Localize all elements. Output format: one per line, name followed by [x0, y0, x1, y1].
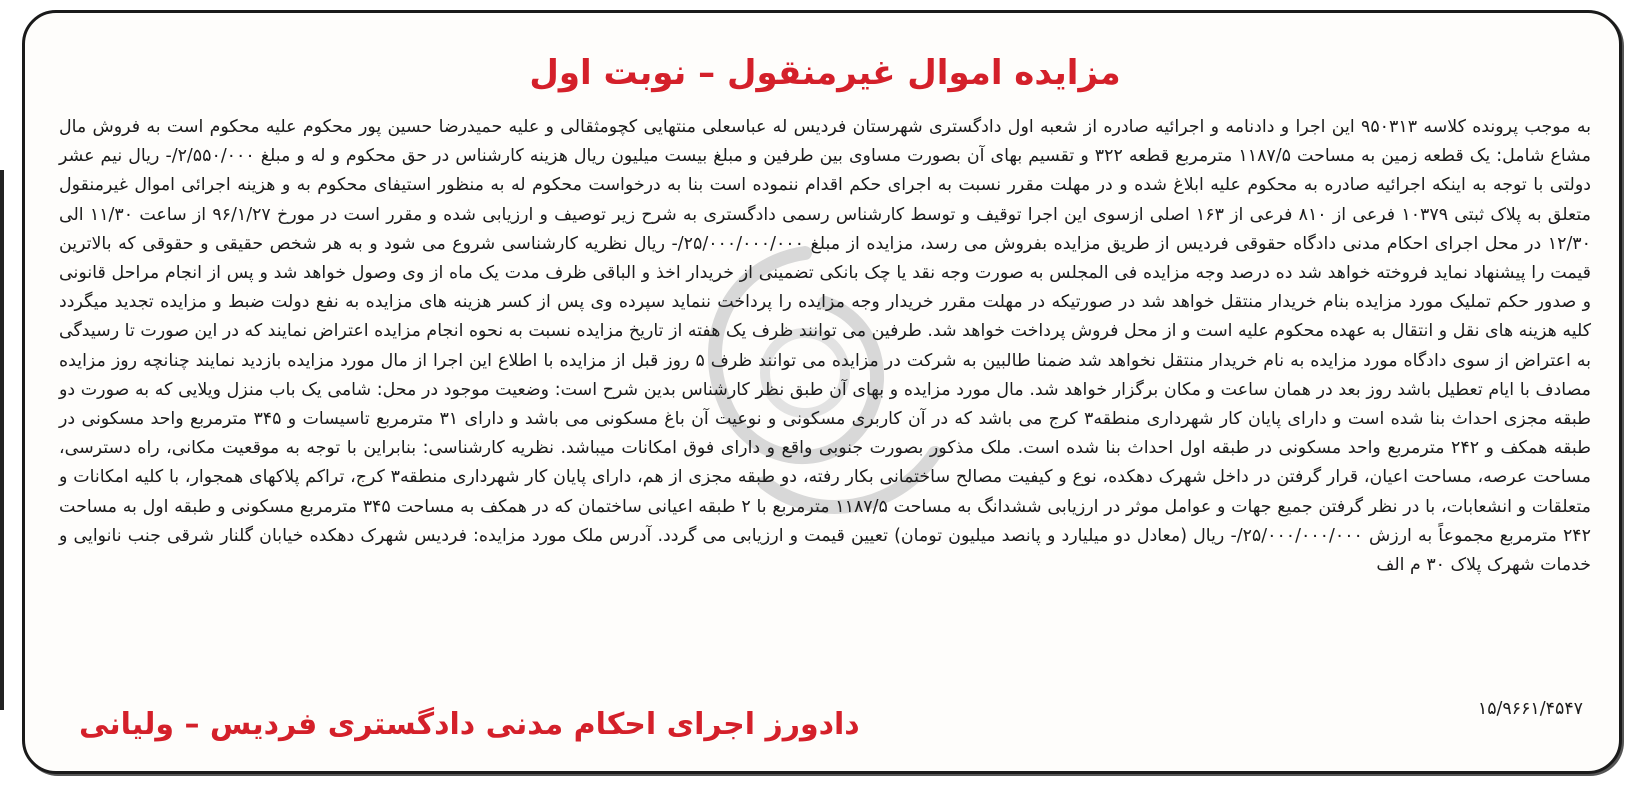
notice-title: مزایده اموال غیرمنقول – نوبت اول: [529, 53, 1121, 93]
notice-frame: [22, 10, 1622, 774]
signature-line: دادورز اجرای احکام مدنی دادگستری فردیس – ولیانی: [79, 707, 860, 742]
notice-body: به موجب پرونده کلاسه ۹۵۰۳۱۳ این اجرا و دادنامه و اجرائیه صادره از شعبه اول دادگستری شهرستان فردیس له عباسعلی منتهایی کچومثقالی و علیه حمیدرضا حسین پور محکوم علیه محکوم است به فروش مال مشاع شامل: یک قطعه زمین به مساحت ۱۱۸۷/۵ مترمربع قطعه ۳۲۲ و تقسیم بهای آن بصورت مساوی بین طرفین و مبلغ بیست میلیون ریال هزینه کارشناس در حق محکوم و له و مبلغ ۲/۵۵۰/۰۰۰/- ریال نیم عشر دولتی با توجه به اینکه اجرائیه صادره به محکوم علیه ابلاغ شده و در مهلت مقرر نسبت به اجرای حکم اقدام ننموده است بنا به درخواست محکوم له به منظور استیفای محکوم به و هزینه اجرائی اموال غیرمنقول متعلق به پلاک ثبتی ۱۰۳۷۹ فرعی از ۸۱۰ فرعی از ۱۶۳ اصلی ازسوی این اجرا توقیف و توسط کارشناس رسمی دادگستری به شرح زیر توصیف و ارزیابی شده و مقرر است در مورخ ۹۶/۱/۲۷ از ساعت ۱۱/۳۰ الی ۱۲/۳۰ در محل اجرای احکام مدنی دادگاه حقوقی فردیس از طریق مزایده بفروش می رسد، مزایده از مبلغ ۲۵/۰۰۰/۰۰۰/۰۰۰/- ریال نظریه کارشناسی شروع می شود و به هر شخص حقیقی و حقوقی که بالاترین قیمت را پیشنهاد نماید فروخته خواهد شد ده درصد وجه مزایده فی المجلس به صورت وجه نقد یا چک بانکی تضمینی از خریدار اخذ و الباقی ظرف مدت یک ماه از وی وصول خواهد شد و پس از انجام مراحل قانونی و صدور حکم تملیک مورد مزایده بنام خریدار منتقل خواهد شد در صورتیکه در مهلت مقرر خریدار وجه مزایده را پرداخت ننماید سپرده وی پس از کسر هزینه های مزایده به نفع دولت ضبط و مزایده تجدید میگردد کلیه هزینه های نقل و انتقال به عهده محکوم علیه است و از محل فروش پرداخت خواهد شد. طرفین می توانند ظرف یک هفته از تاریخ مزایده نسبت به نحوه انجام مزایده اعتراض نمایند که در این صورت تا رسیدگی به اعتراض از سوی دادگاه مورد مزایده به نام خریدار منتقل نخواهد شد ضمنا طالبین به شرکت در مزایده می توانند ظرف ۵ روز قبل از مزایده با اطلاع این اجرا از مال مورد مزایده بازدید نمایند چنانچه روز مزایده مصادف با ایام تعطیل باشد روز بعد در همان ساعت و مکان برگزار خواهد شد. مال مورد مزایده و بهای آن طبق نظر کارشناس بدین شرح است: وضعیت موجود در محل: شامی یک باب منزل ویلایی که به صورت دو طبقه مجزی احداث بنا شده است و دارای پایان کار شهرداری منطقه۳ کرج می باشد که در آن کاربری مسکونی و نوعیت آن باغ مسکونی می باشد و دارای ۳۱ مترمربع تاسیسات و ۳۴۵ مترمربع واحد مسکونی در طبقه همکف و ۲۴۲ مترمربع واحد مسکونی در طبقه اول احداث بنا شده است. ملک مذکور بصورت جنوبی واقع و دارای فوق امکانات میباشد. نظریه کارشناسی: بنابراین با توجه به موقعیت مکانی، راه دسترسی، مساحت عرصه، مساحت اعیان، قرار گرفتن در داخل شهرک دهکده، نوع و کیفیت مصالح ساختمانی بکار رفته، دو طبقه مجزی از هم، دارای پایان کار شهرداری منطقه۳ کرج، تراکم پلاکهای همجوار، با کلیه امکانات و متعلقات و انشعابات، با در نظر گرفتن جمیع جهات و عوامل موثر در ارزیابی ششدانگ به مساحت ۱۱۸۷/۵ مترمربع با ۲ طبقه اعیانی ساختمان که در همکف به مساحت ۳۴۵ مترمربع مسکونی و طبقه اول به مساحت ۲۴۲ مترمربع مجموعاً به ارزش ۲۵/۰۰۰/۰۰۰/۰۰۰/- ریال (معادل دو میلیارد و پانصد میلیون تومان) تعیین قیمت و ارزیابی می گردد. آدرس ملک مورد مزایده: فردیس شهرک دهکده خیابان گلنار شرقی جنب نانوایی و خدمات شهرک پلاک ۳۰ م الف: [59, 117, 1592, 576]
scan-edge-mark: [0, 170, 4, 710]
reference-number: ۱۵/۹۶۶۱/۴۵۴۷: [1477, 699, 1583, 719]
